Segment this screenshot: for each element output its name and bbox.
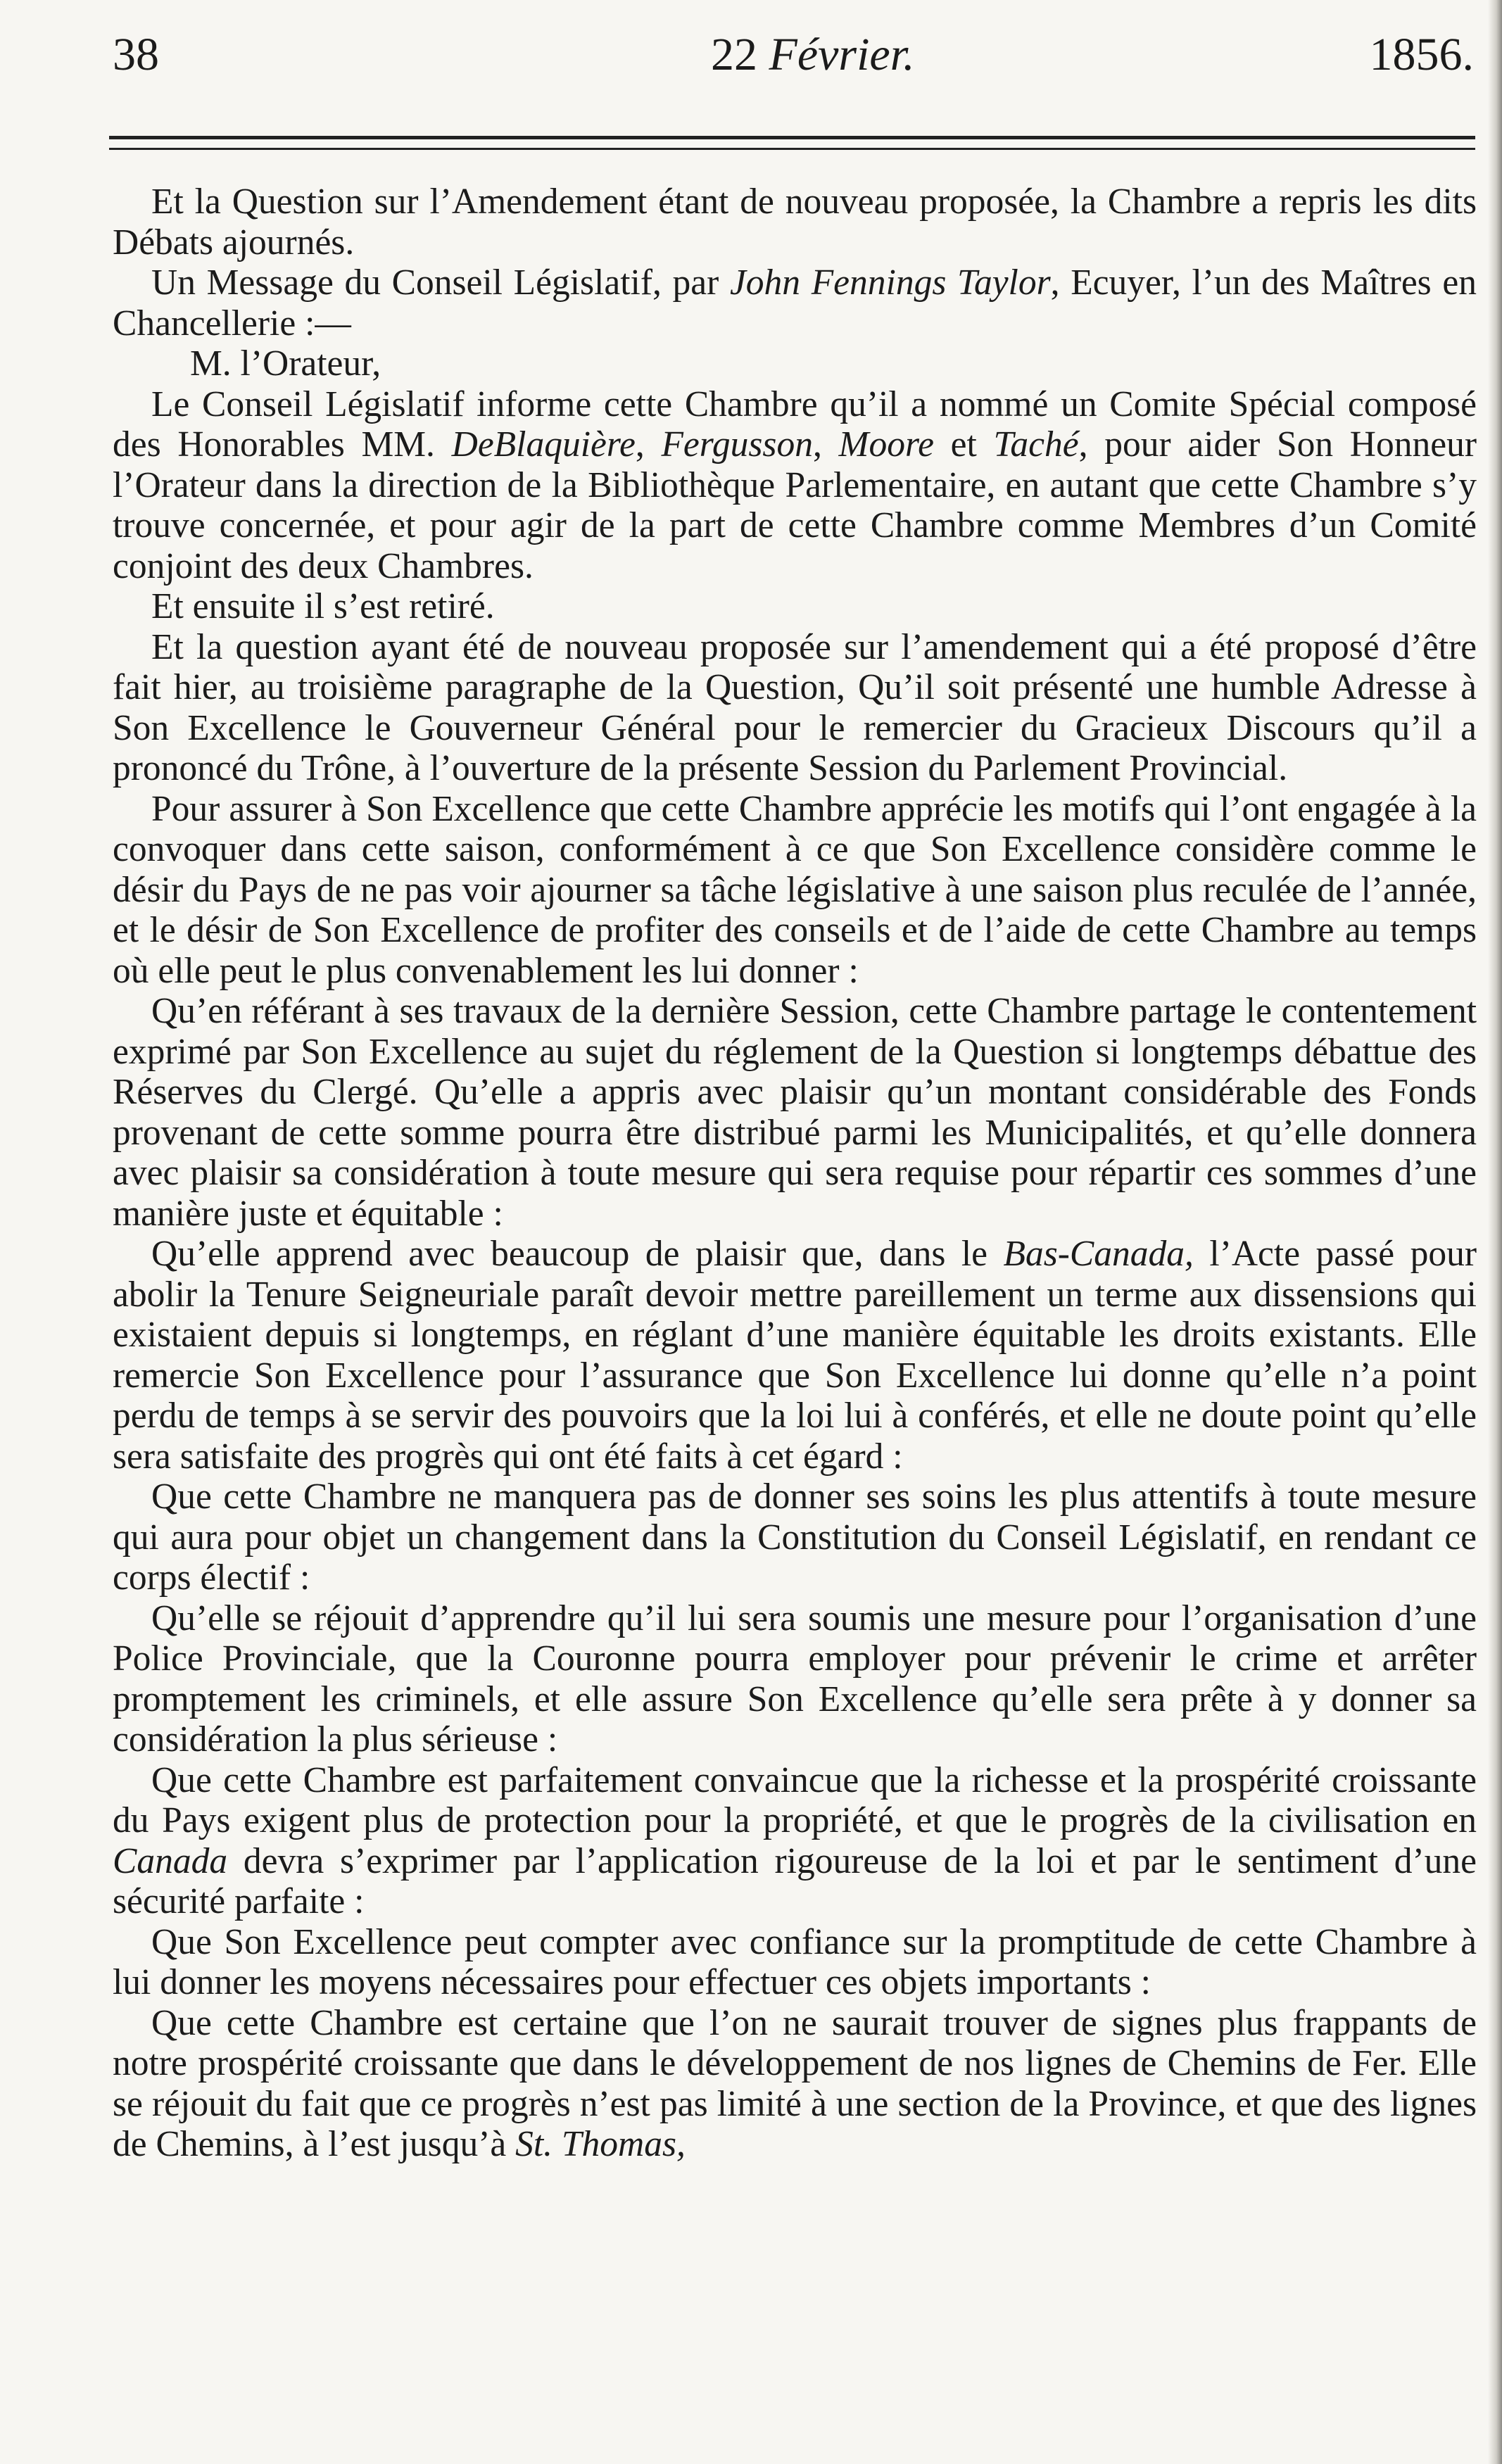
header-date [711, 28, 915, 82]
header-rule-thin [109, 148, 1475, 150]
italic-name: John Fennings Taylor [729, 263, 1051, 303]
date-day: 22 [711, 29, 757, 80]
italic-name: Fergusson [661, 424, 813, 465]
paragraph: Pour assurer à Son Excellence que cette Chambre apprécie les motifs qui l’ont engagée à la convoquer dans cette saison, conformément à ce que Son Excellence considère comme le désir du Pays de ne pas voir ajourner sa tâche législative à une saison plus reculée de l’année, et le désir de Son Excellence de profiter des conseils et de l’aide de cette Chambre au temps où elle peut le plus convenablement les lui donner : [113, 788, 1477, 991]
paragraph: Le Conseil Législatif informe cette Chambre qu’il a nommé un Comite Spécial composé des Honorables MM. DeBlaquière, Fergusson, Moore et Taché, pour aider Son Honneur l’Orateur dans la direction de la Bibliothèque Parlementaire, en autant que cette Chambre s’y trouve concernée, et pour agir de la part de cette Chambre comme Membres d’un Comité conjoint des deux Chambres. [113, 384, 1477, 586]
italic-name: Taché [993, 424, 1079, 465]
paragraph: Un Message du Conseil Législatif, par John Fennings Taylor, Ecuyer, l’un des Maîtres en Chancellerie :— [113, 263, 1477, 343]
paragraph: Que cette Chambre ne manquera pas de donner ses soins les plus attentifs à toute mesure qui aura pour objet un changement dans la Constitution du Conseil Législatif, en rendant ce corps électif : [113, 1477, 1477, 1598]
paragraph: Et la question ayant été de nouveau proposée sur l’amendement qui a été proposé d’être fait hier, au troisième paragraphe de la Question, Qu’il soit présenté une humble Adresse à Son Excellence le Gouverneur Général pour le remercier du Gracieux Discours qu’il a prononcé du Trône, à l’ouverture de la présente Session du Parlement Provincial. [113, 626, 1477, 788]
header-year: 1856. [1369, 29, 1474, 80]
paragraph: Qu’en référant à ses travaux de la dernière Session, cette Chambre partage le contentement exprimé par Son Excellence au sujet du réglement de la Question si longtemps débattue des Réserves du Clergé. Qu’elle a appris avec plaisir qu’un montant considérable des Fonds provenant de cette somme pourra être distribué parmi les Municipalités, et qu’elle donnera avec plaisir sa considération à toute mesure qui sera requise pour répartir ces sommes d’une manière juste et équitable : [113, 991, 1477, 1234]
page-number: 38 [113, 29, 159, 80]
greeting: M. l’Orateur, [190, 343, 381, 384]
italic-place: Canada [113, 1840, 228, 1881]
paragraph: Qu’elle apprend avec beaucoup de plaisir que, dans le Bas-Canada, l’Acte passé pour abolir la Tenure Seigneuriale paraît devoir mettre pareillement un terme aux dissensions qui existaient depuis si longtemps, en réglant d’une manière équitable les droits existants. Elle remercie Son Excellence pour l’assurance que Son Excellence lui donne qu’elle n’a point perdu de temps à se servir des pouvoirs que la loi lui à conférés, et elle ne doute point qu’elle sera satisfaite des progrès qui ont été faits à cet égard : [113, 1234, 1477, 1477]
italic-name: Moore [838, 424, 934, 465]
paragraph: Et la Question sur l’Amendement étant de nouveau proposée, la Chambre a repris les dits Débats ajournés. [113, 182, 1477, 263]
italic-name: DeBlaquière [451, 424, 636, 465]
italic-place: Bas-Canada, [1003, 1234, 1194, 1274]
italic-place: St. Thomas, [515, 2124, 686, 2164]
header-rule-thick [109, 136, 1475, 139]
paragraph: Qu’elle se réjouit d’apprendre qu’il lui sera soumis une mesure pour l’organisation d’une Police Provinciale, que la Couronne pourra employer pour prévenir le crime et arrêter promptement les criminels, et elle assure Son Excellence qu’elle sera prête à y donner sa considération la plus sérieuse : [113, 1598, 1477, 1759]
page-header [113, 28, 1474, 91]
paragraph: Que cette Chambre est parfaitement convaincue que la richesse et la prospérité croissante du Pays exigent plus de protection pour la propriété, et que le progrès de la civilisation en Canada devra s’exprimer par l’application rigoureuse de la loi et par le sentiment d’une sécurité parfaite : [113, 1759, 1477, 1921]
paragraph: Que Son Excellence peut compter avec confiance sur la promptitude de cette Chambre à lui donner les moyens nécessaires pour effectuer ces objets importants : [113, 1921, 1477, 2002]
paragraph: Que cette Chambre est certaine que l’on ne saurait trouver de signes plus frappants de notre prospérité croissante que dans le développement de nos lignes de Chemins de Fer. Elle se réjouit du fait que ce progrès n’est pas limité à une section de la Province, et que des lignes de Chemins, à l’est jusqu’à St. Thomas, [113, 2002, 1477, 2164]
paragraph: Et ensuite il s’est retiré. [151, 586, 495, 626]
page-edge-shadow [1488, 0, 1502, 2464]
date-month: Février. [769, 29, 915, 80]
body-text [113, 182, 1477, 2165]
